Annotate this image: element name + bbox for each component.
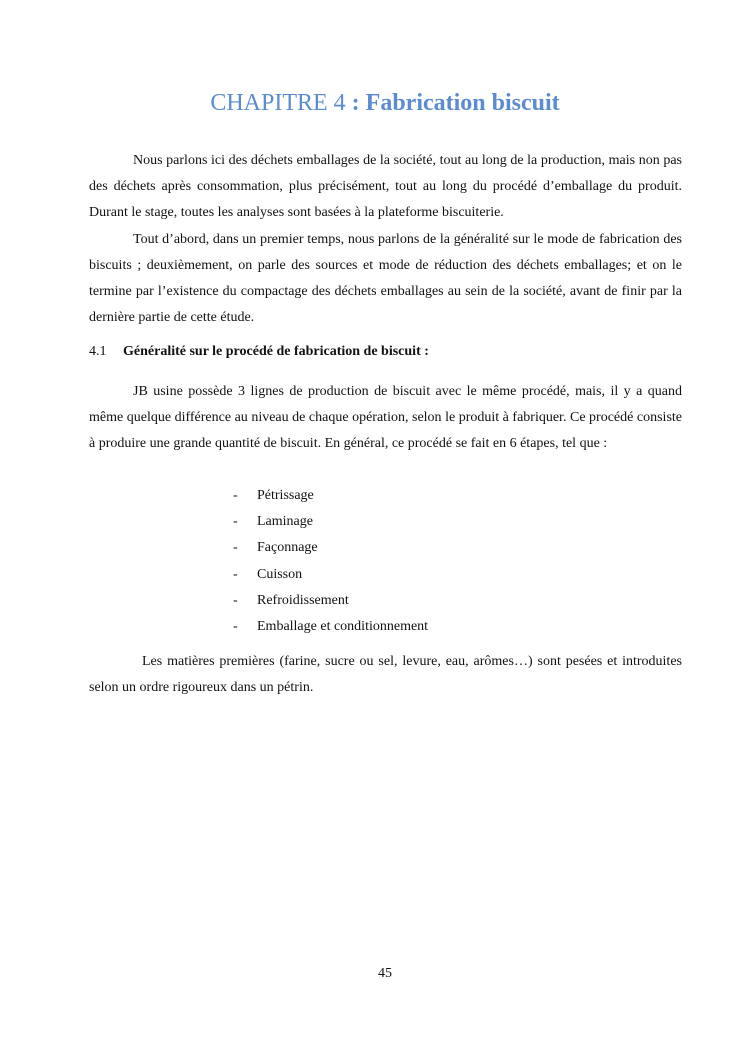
process-steps-list [233,483,428,640]
intro-paragraph-2: Tout d’abord, dans un premier temps, nous parlons de la généralité sur le mode de fabrication des biscuits ; deuxièmement, on parle des sources et mode de réduction des déchets emballages; et on le termine par l’existence du compactage des déchets emballages au sein de la société, avant de finir par la dernière partie de cette étude. [89,232,682,325]
page-number: 45 [378,966,392,981]
chapter-separator: : [345,90,366,116]
list-item [233,614,428,640]
bullet-dash: - [233,514,238,530]
closing-paragraph: Les matières premières (farine, sucre ou sel, levure, eau, arômes…) sont pesées et introduites selon un ordre rigoureux dans un pétrin. [89,654,682,695]
bullet-dash: - [233,592,238,608]
step-label: Cuisson [257,566,303,582]
step-label: Façonnage [257,540,318,556]
chapter-title [0,86,745,120]
section-body-paragraph: JB usine possède 3 lignes de production de biscuit avec le même procédé, mais, il y a quand même quelque différence au niveau de chaque opération, selon le produit à fabriquer. Ce procédé consiste à produire une grande quantité de biscuit. En général, ce procédé se fait en 6 étapes, tel que : [89,384,682,451]
list-item [233,509,428,535]
list-item [233,588,428,614]
bullet-dash: - [233,540,238,556]
step-label: Laminage [257,514,313,530]
step-label: Refroidissement [257,592,349,608]
bullet-dash: - [233,488,238,503]
step-label: Emballage et conditionnement [257,618,429,634]
list-item [233,535,428,561]
step-label: Pétrissage [257,488,314,503]
intro-paragraph-1: Nous parlons ici des déchets emballages de la société, tout au long de la production, mais non pas des déchets après consommation, plus précisément, tout au long du procédé d’emballage du produit. Durant le stage, toutes les analyses sont basées à la plateforme biscuiterie. [89,153,682,220]
section-heading [89,339,429,365]
bullet-dash: - [233,566,238,582]
list-item [233,483,428,509]
section-heading-text: Généralité sur le procédé de fabrication de biscuit : [123,344,429,359]
chapter-label: CHAPITRE 4 [210,90,346,116]
section-number: 4.1 [89,344,107,359]
list-item [233,562,428,588]
bullet-dash: - [233,618,238,634]
chapter-title-text: Fabrication biscuit [365,90,560,116]
